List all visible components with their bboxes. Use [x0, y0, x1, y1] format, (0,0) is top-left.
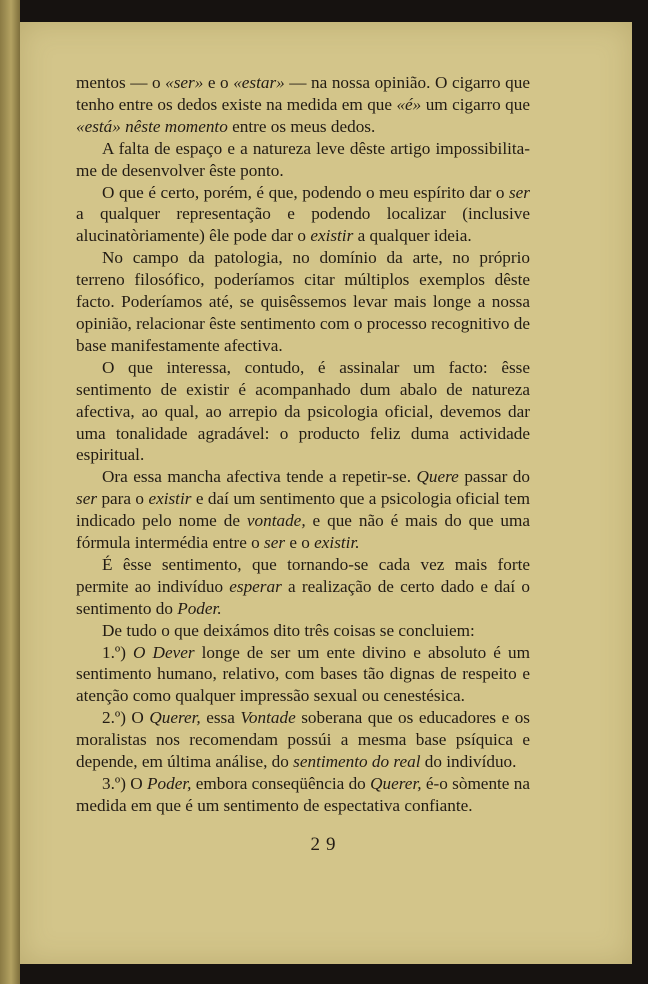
italic-term: ser: [264, 533, 286, 553]
italic-term: ser: [508, 182, 530, 202]
italic-term: esperar: [229, 576, 282, 596]
italic-term: existir.: [314, 533, 360, 553]
italic-term: «está»: [76, 116, 121, 136]
paragraph-7: É êsse sentimento, que tornando-se cada vez mais forte permite ao indivíduo esperar a realização de certo dado e daí o sentimento do Poder.: [76, 554, 530, 618]
page-body-text: [76, 72, 530, 817]
page-number: 29: [310, 834, 342, 855]
italic-term: sentimento do real: [293, 752, 421, 772]
list-item-2: 2.º) O Querer, essa Vontade soberana que os educadores e os moralistas nos recomendam possúi a mesma base psíquica e depende, em última análise, do sentimento do real do indivíduo.: [76, 708, 530, 772]
italic-term: Poder.: [177, 598, 222, 618]
italic-term: «estar»: [233, 73, 285, 92]
paragraph-6: Ora essa mancha afectiva tende a repetir-se. Quere passar do ser para o existir e daí um sentimento que a psicologia oficial tem indicado pelo nome de vontade, e que não é mais do que uma fórmula intermédia entre o ser e o existir.: [76, 467, 530, 553]
paragraph-2: A falta de espaço e a natureza leve dêste artigo impossibilita-me de desenvolver êste ponto.: [76, 138, 530, 180]
italic-term: Querer,: [370, 774, 422, 793]
italic-term: «ser»: [165, 73, 204, 92]
book-spine: [0, 0, 20, 984]
book-page: [20, 22, 632, 964]
paragraph-4: No campo da patologia, no domínio da arte, no próprio terreno filosófico, poderíamos citar múltiplos exemplos dêste facto. Poderíamos até, se quisêssemos levar mais longe a nossa opinião, relacionar êste sentimento com o processo recognitivo de base manifestamente afectiva.: [76, 248, 530, 355]
paragraph-1: mentos — o «ser» e o «estar» — na nossa opinião. O cigarro que tenho entre os dedos existe na medida em que «é» um cigarro que «está» nêste momento entre os meus dedos.: [76, 73, 530, 136]
italic-term: O Dever: [133, 642, 195, 662]
italic-term: Quere: [416, 467, 459, 487]
paragraph-5: O que interessa, contudo, é assinalar um facto: êsse sentimento de existir é acompanhado dum abalo de natureza afectiva, ao qual, ao arrepio da psicologia oficial, devemos dar uma tonalidade agradável: o producto feliz duma actividade espiritual.: [76, 357, 530, 465]
italic-term: Poder,: [147, 774, 192, 793]
italic-term: vontade,: [246, 511, 306, 531]
italic-term: Vontade: [240, 708, 296, 728]
paragraph-8: De tudo o que deixámos dito três coisas se concluiem:: [102, 620, 475, 640]
italic-term: existir: [310, 226, 354, 246]
italic-term: «é»: [396, 94, 422, 114]
italic-term: ser: [76, 489, 98, 509]
italic-term: Querer,: [149, 708, 201, 728]
italic-term: nêste momento: [125, 116, 228, 136]
paragraph-3: O que é certo, porém, é que, podendo o meu espírito dar o ser a qualquer representação e podendo localizar (inclusive alucinatòriamente) êle pode dar o existir a qualquer ideia.: [76, 182, 530, 246]
list-item-3: 3.º) O Poder, embora conseqüência do Querer, é-o sòmente na medida em que é um sentimento de espectativa confiante.: [76, 774, 530, 815]
list-item-1: 1.º) O Dever longe de ser um ente divino e absoluto é um sentimento humano, relativo, com bases tão dignas de respeito e atenção como qualquer impressão sexual ou cenestésica.: [76, 642, 530, 706]
italic-term: existir: [148, 489, 192, 509]
